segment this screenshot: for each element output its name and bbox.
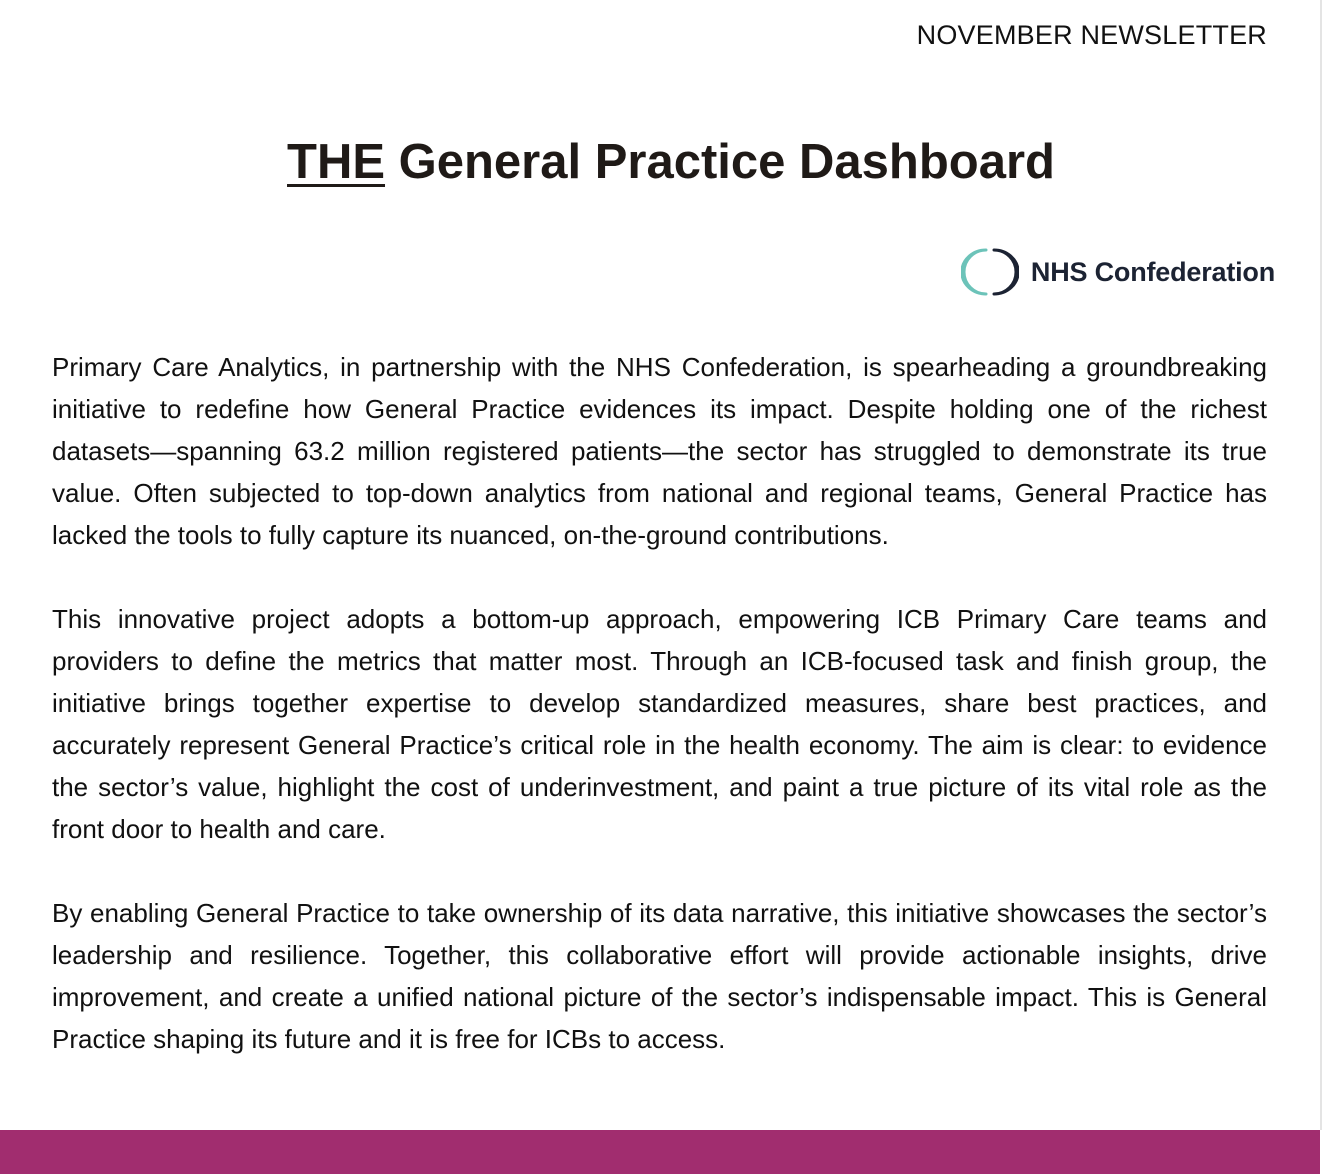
title-text: General Practice Dashboard — [385, 135, 1055, 189]
logo-text: NHS Confederation — [1030, 256, 1275, 287]
title-emphasis: THE — [287, 135, 386, 189]
article-body — [52, 346, 1267, 1102]
paragraph-1: Primary Care Analytics, in partnership with the NHS Confederation, is spearheading a groundbreaking initiative to redefine how General Practice evidences its impact. Despite holding one of the richest datasets—spanning 63.2 million registered patients—the sector has struggled to demonstrate its true value. Often subjected to top-down analytics from national and regional teams, General Practice has lacked the tools to fully capture its nuanced, on-the-ground contributions. — [52, 352, 1267, 550]
paragraph-2: This innovative project adopts a bottom-up approach, empowering ICB Primary Care teams and providers to define the metrics that matter most. Through an ICB-focused task and finish group, the initiative brings together expertise to develop standardized measures, share best practices, and accurately represent General Practice’s critical role in the health economy. The aim is clear: to evidence the sector’s value, highlight the cost of underinvestment, and paint a true picture of its vital role as the front door to health and care. — [52, 604, 1267, 844]
paragraph-3: By enabling General Practice to take ownership of its data narrative, this initiative showcases the sector’s leadership and resilience. Together, this collaborative effort will provide actionable insights, drive improvement, and create a unified national picture of the sector’s indispensable impact. This is General Practice shaping its future and it is free for ICBs to access. — [52, 898, 1267, 1054]
page-title — [0, 134, 1322, 190]
nhs-confederation-logo — [961, 247, 1275, 297]
nhs-confederation-logo-icon — [961, 247, 1019, 297]
newsletter-label: NOVEMBER NEWSLETTER — [916, 20, 1267, 50]
footer-band — [0, 1130, 1320, 1174]
